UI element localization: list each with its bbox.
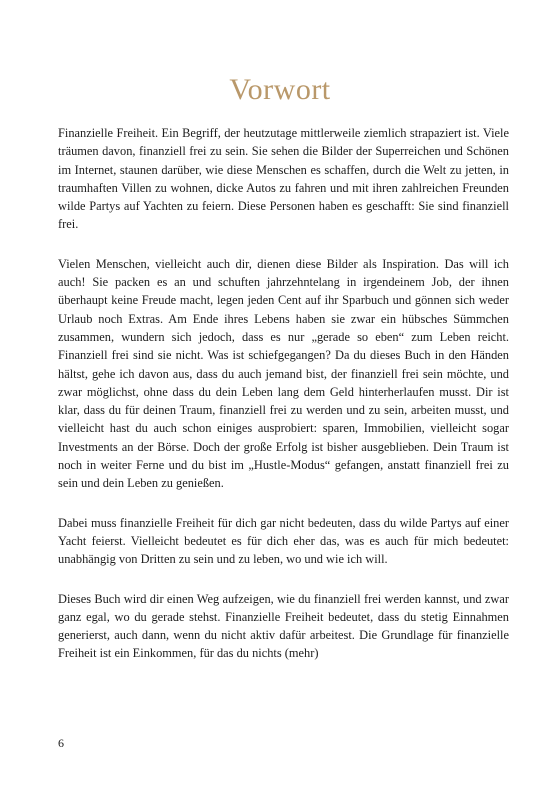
paragraph-1: Finanzielle Freiheit. Ein Begriff, der heutzutage mittlerweile ziemlich strapaziert ist. Viele träumen davon, finanziell frei zu sein. Sie sehen die Bilder der Superreichen und Schönen im Internet, staunen darüber, wie diese Menschen es schaffen, durch die Welt zu jetten, in traumhaften Villen zu wohnen, dicke Autos zu fahren und mit ihren zahlreichen Freunden wilde Partys auf Yachten zu feiern. Diese Personen haben es geschafft: Sie sind finanziell frei. [58,126,509,232]
page-number: 6 [58,736,64,750]
paragraph-3: Dabei muss finanzielle Freiheit für dich gar nicht bedeuten, dass du wilde Partys auf einer Yacht feierst. Vielleicht bedeutet es für dich eher das, was es auch für mich bedeutet: unabhängig von Dritten zu sein und zu leben, wo und wie ich will. [58,515,509,567]
body-text [58,124,509,684]
page-title: Vorwort [229,73,331,106]
paragraph-4: Dieses Buch wird dir einen Weg aufzeigen, wie du finanziell frei werden kannst, und zwar ganz egal, wo du gerade stehst. Finanzielle Freiheit bedeutet, dass du stetig Einnahmen generierst, auch dann, wenn du nicht aktiv dafür arbeitest. Die Grundlage für finanzielle Freiheit ist ein Einkommen, für das du nichts (mehr) [58,591,509,661]
paragraph-2: Vielen Menschen, vielleicht auch dir, dienen diese Bilder als Inspiration. Das will ich auch! Sie packen es an und schuften jahrzehntelang in irgendeinem Job, der ihnen überhaupt keine Freude macht, legen jeden Cent auf ihr Sparbuch und gönnen sich weder Urlaub noch Extras. Am Ende ihres Lebens haben sie zwar ein hübsches Sümmchen zusammen, wundern sich jedoch, dass es nur „gerade so eben“ zum Leben reicht. Finanziell frei sind sie nicht. Was ist schiefgegangen? Da du dieses Buch in den Händen hältst, gehe ich davon aus, dass du auch jemand bist, der finanziell frei sein möchte, und zwar möglichst, ohne dass du dein Leben lang dem Geld hinterherlaufen musst. Dir ist klar, dass du für deinen Traum, finanziell frei zu werden und zu sein, arbeiten musst, und vielleicht hast du auch schon einiges ausprobiert: sparen, Immobilien, vielleicht sogar Investments an der Börse. Doch der große Erfolg ist bisher ausgeblieben. Dein Traum ist noch in weiter Ferne und du bist im „Hustle-Modus“ gefangen, anstatt finanziell frei zu sein und dein Leben zu genießen. [58,256,509,491]
